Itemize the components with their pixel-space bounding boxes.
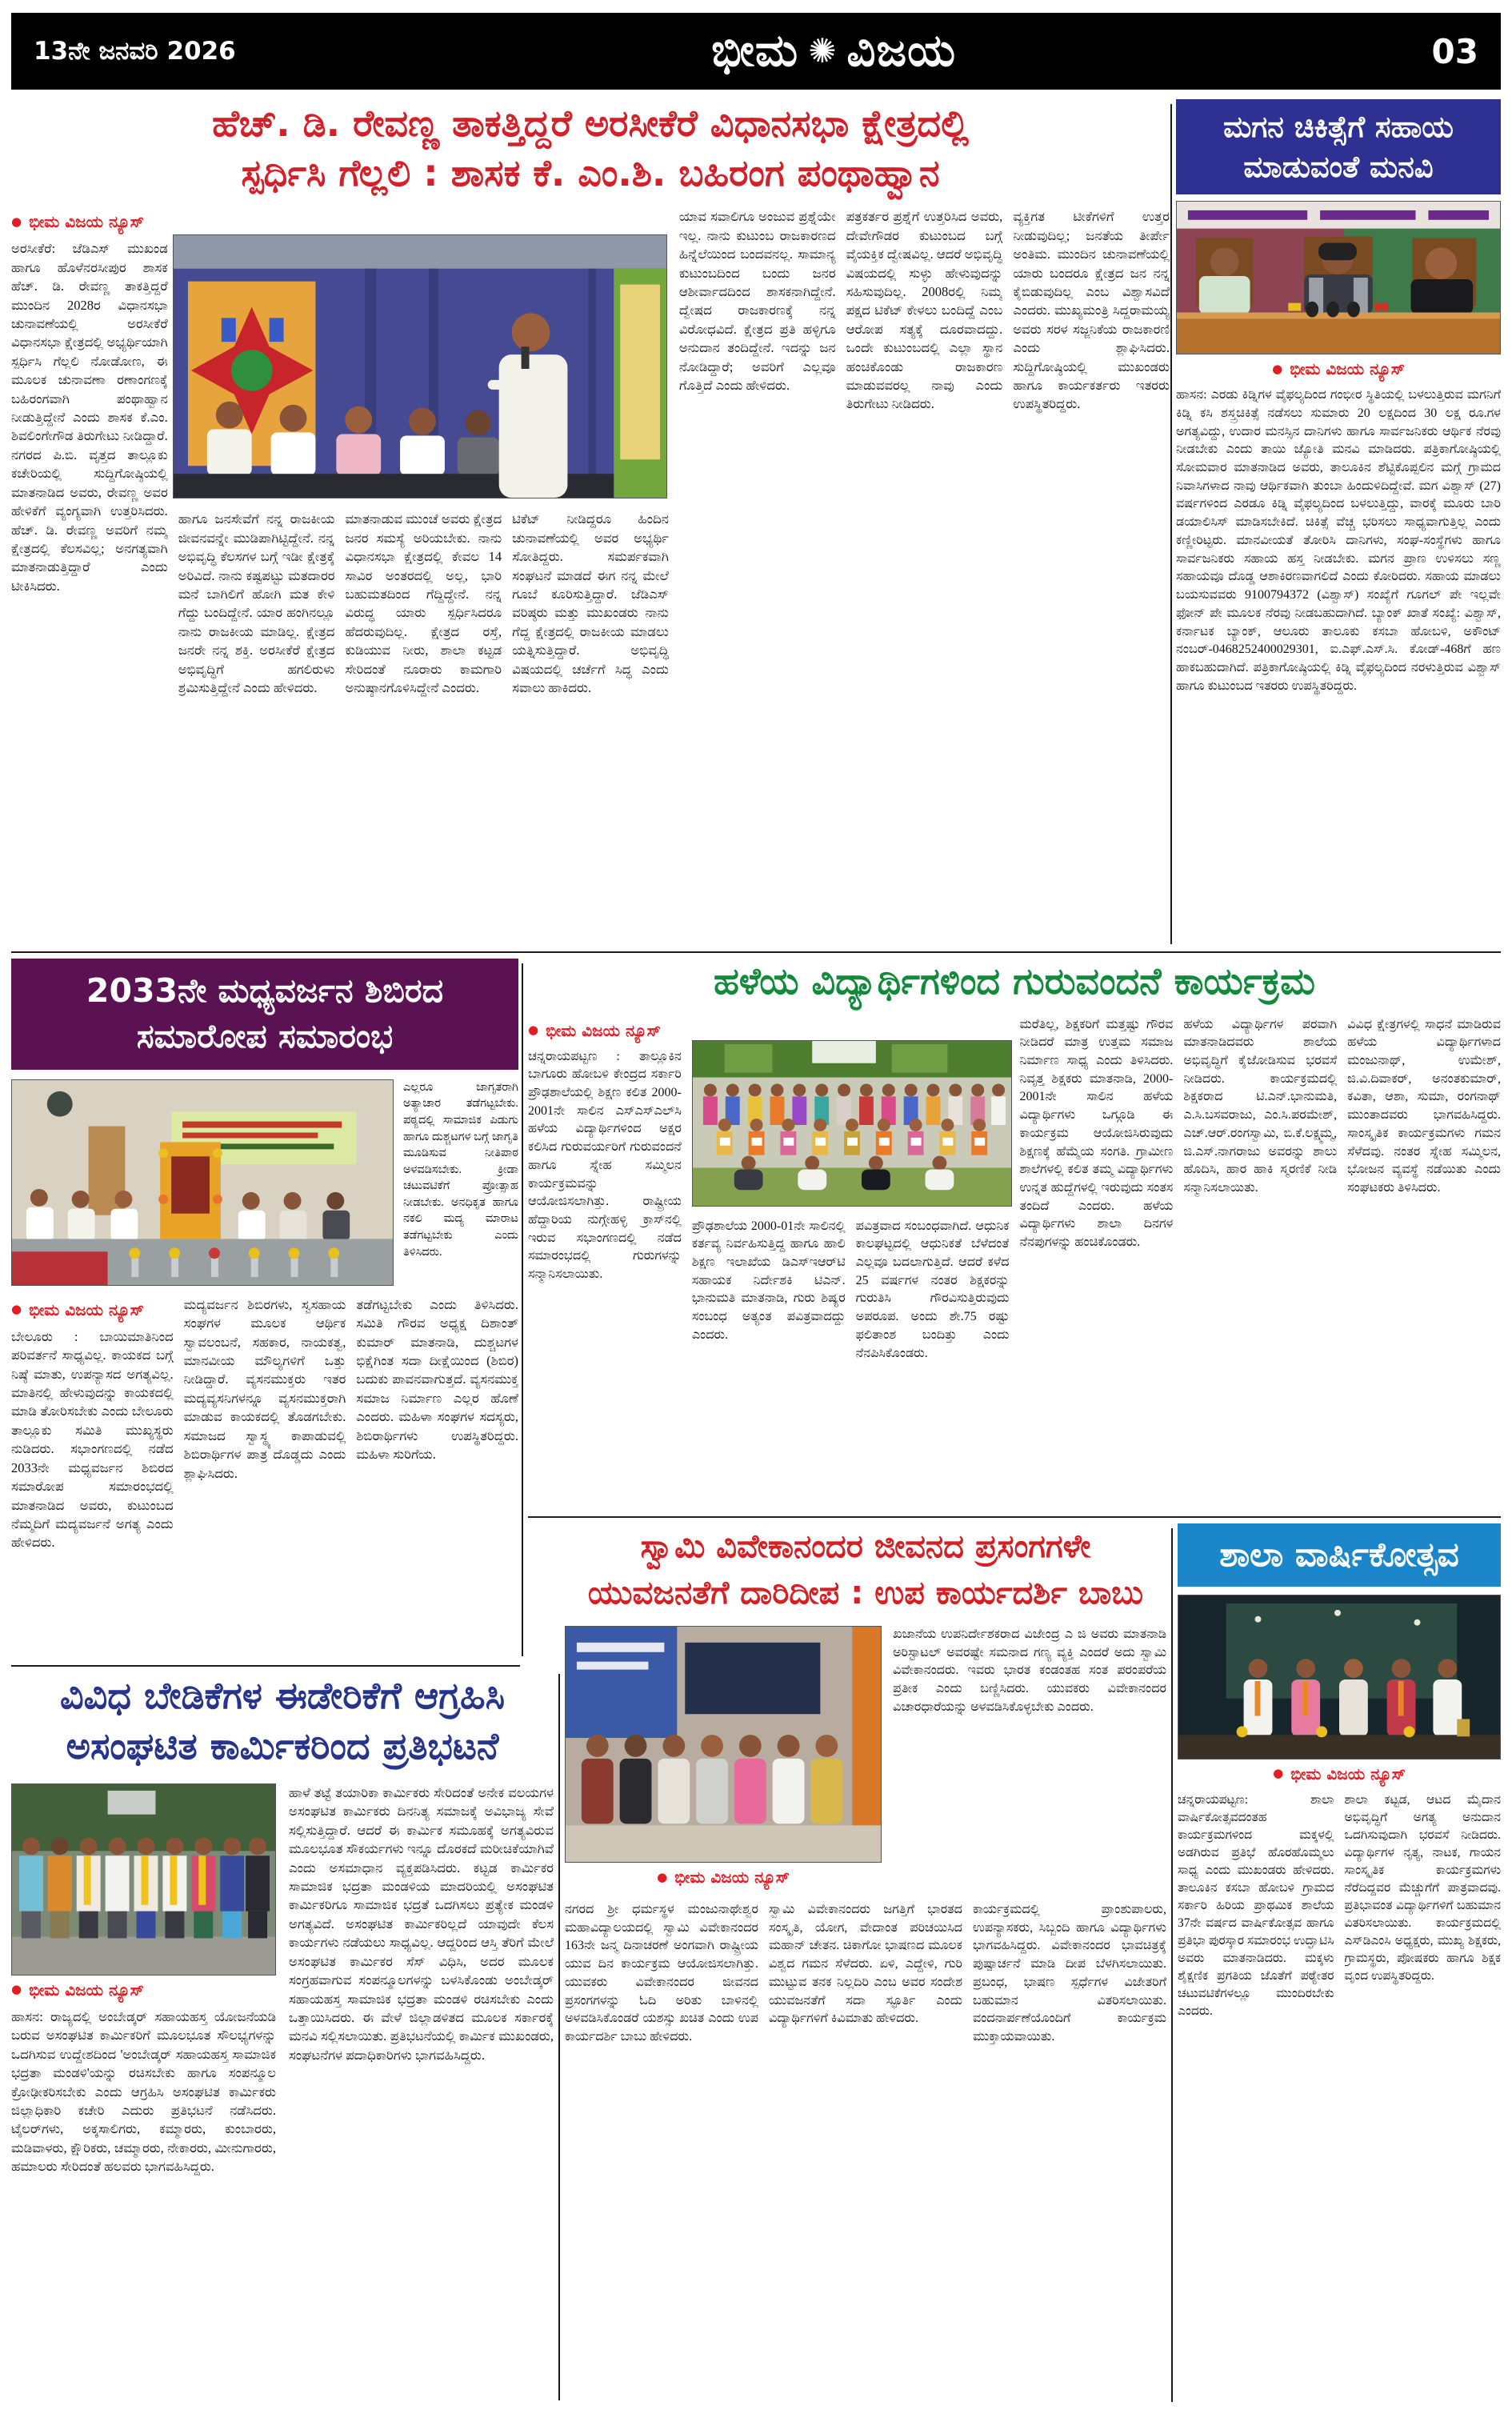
body-text: ಮದ್ಯವರ್ಜನ ಶಿಬಿರಗಳು, ಸ್ವಸಹಾಯ ಸಂಘಗಳ ಮೂಲಕ ಆರ್ಥಿಕ ಸ್ವಾವಲಂಬನೆ, ಸಹಕಾರ, ನಾಯಕತ್ವ, ಮಾನವೀಯ ಮೌಲ್ಯಗಳಿಗೆ ಒತ್ತು ನೀಡಿದ್ದಾರೆ. ವ್ಯಸನಮುಕ್ತರು ಇತರ ಮದ್ಯವ್ಯಸನಿಗಳನ್ನೂ ವ್ಯಸನಮುಕ್ತರಾಗಿ ಮಾಡುವ ಕಾಯಕದಲ್ಲಿ ತೊಡಗಬೇಕು. ಸಮಾಜದ ಸ್ವಾಸ್ಥ್ಯ ಕಾಪಾಡುವಲ್ಲಿ ಶಿಬಿರಾರ್ಥಿಗಳ ಪಾತ್ರ ದೊಡ್ಡದು ಎಂದು ಶ್ಲಾಘಿಸಿದರು.	[183, 1296, 346, 1481]
masthead	[711, 25, 956, 78]
body-column	[1178, 1791, 1334, 2384]
bullet-icon: ●	[11, 1982, 22, 1997]
masthead-word-left: ಭೀಮ	[711, 25, 799, 77]
headline-line: ಸ್ಪರ್ಧಿಸಿ ಗೆಲ್ಲಲಿ : ಶಾಸಕ ಕೆ. ಎಂ.ಶಿ. ಬಹಿರಂಗ ಪಂಥಾಹ್ವಾನ	[241, 150, 940, 194]
body-column	[846, 207, 1003, 911]
body-text: ಯಾವ ಸವಾಲಿಗೂ ಅಂಜುವ ಪ್ರಶ್ನೆಯೇ ಇಲ್ಲ. ನಾನು ಕುಟುಂಬ ರಾಜಕಾರಣದ ಹಿನ್ನೆಲೆಯಿಂದ ಬಂದವನಲ್ಲ. ಸಾಮಾನ್ಯ ಕುಟುಂಬದಿಂದ ಬಂದು ಜನರ ಆಶೀರ್ವಾದದಿಂದ ಶಾಸಕನಾಗಿದ್ದೇನೆ. ದ್ವೇಷದ ರಾಜಕಾರಣಕ್ಕೆ ನನ್ನ ವಿರೋಧವಿದೆ. ಕ್ಷೇತ್ರದ ಪ್ರತಿ ಹಳ್ಳಿಗೂ ಅನುದಾನ ತಂದಿದ್ದೇನೆ. ಇದನ್ನು ಜನ ನೋಡಿದ್ದಾರೆ; ಅವರಿಗೆ ಎಲ್ಲವೂ ಗೊತ್ತಿದೆ ಎಂದು ಹೇಳಿದರು.	[678, 209, 836, 394]
body-text: ಚನ್ನರಾಯಪಟ್ಟಣ: ಶಾಲಾ ವಾರ್ಷಿಕೋತ್ಸವದಂತಹ ಕಾರ್ಯಕ್ರಮಗಳಿಂದ ಮಕ್ಕಳಲ್ಲಿ ಅಡಗಿರುವ ಪ್ರತಿಭೆ ಹೊರಹೊಮ್ಮಲು ಸಾಧ್ಯ ಎಂದು ಮುಖಂಡರು ಹೇಳಿದರು. ತಾಲೂಕಿನ ಕಸಬಾ ಹೋಬಳಿ ಗ್ರಾಮದ ಸರ್ಕಾರಿ ಹಿರಿಯ ಪ್ರಾಥಮಿಕ ಶಾಲೆಯ 37ನೇ ವರ್ಷದ ವಾರ್ಷಿಕೋತ್ಸವ ಹಾಗೂ ಪ್ರತಿಭಾ ಪುರಸ್ಕಾರ ಸಮಾರಂಭ ಉದ್ಘಾಟಿಸಿ ಅವರು ಮಾತನಾಡಿದರು. ಮಕ್ಕಳು ಶೈಕ್ಷಣಿಕ ಪ್ರಗತಿಯ ಜೊತೆಗೆ ಪಠ್ಯೇತರ ಚಟುವಟಿಕೆಗಳಲ್ಲೂ ಮುಂದಿರಬೇಕು ಎಂದರು.	[1178, 1792, 1334, 2018]
photo-row	[11, 1079, 518, 1286]
byline-text: ಭೀಮ ವಿಜಯ ನ್ಯೂಸ್	[674, 1868, 790, 1887]
body-text: ಬೇಲೂರು : ಬಾಯಿಮಾತಿನಿಂದ ಪರಿವರ್ತನೆ ಸಾಧ್ಯವಿಲ್ಲ. ಕಾಯಕದ ಬಗ್ಗೆ ನಿಷ್ಠೆ ಮಾತು, ಉಪನ್ಯಾಸದ ಅಗತ್ಯವಿಲ್ಲ. ಮಾತಿನಲ್ಲಿ ಹೇಳುವುದನ್ನು ಕಾಯಕದಲ್ಲಿ ಮಾಡಿ ತೋರಿಸಬೇಕು ಎಂದು ಬೇಲೂರು ತಾಲ್ಲೂಕು ಸಮಿತಿ ಮುಖ್ಯಸ್ಥರು ನುಡಿದರು. ಸಭಾಂಗಣದಲ್ಲಿ ನಡೆದ 2033ನೇ ಮಧ್ಯವರ್ಜನ ಶಿಬಿರದ ಸಮಾರೋಪ ಸಮಾರಂಭದಲ್ಲಿ ಮಾತನಾಡಿದ ಅವರು, ಕುಟುಂಬದ ನೆಮ್ಮದಿಗೆ ಮದ್ಯವರ್ಜನೆ ಅಗತ್ಯ ಎಂದು ಹೇಳಿದರು.	[11, 1328, 174, 1551]
headline-line: ವಿವಿಧ ಬೇಡಿಕೆಗಳ ಈಡೇರಿಕೆಗೆ ಆಗ್ರಹಿಸಿ	[59, 1674, 506, 1717]
byline	[11, 1980, 276, 2000]
body-column	[893, 1626, 1166, 1895]
photo-column	[565, 1626, 882, 1895]
press-conference-photo	[1176, 201, 1501, 354]
body-column	[184, 1295, 346, 1631]
article-guru-vandana	[528, 959, 1501, 1511]
section-rule	[11, 1665, 520, 1667]
bullet-icon: ●	[11, 214, 22, 229]
bullet-icon: ●	[11, 1302, 22, 1317]
camp-hall-photo	[11, 1079, 394, 1286]
masthead-emblem-icon: ✺	[808, 31, 838, 70]
body-text: ವ್ಯಕ್ತಿಗತ ಟೀಕೆಗಳಿಗೆ ಉತ್ತರ ನೀಡುವುದಿಲ್ಲ; ಜನತೆಯ ತೀರ್ಪೇ ಅಂತಿಮ. ಮುಂದಿನ ಚುನಾವಣೆಯಲ್ಲಿ ಯಾರು ಬಂದರೂ ಕ್ಷೇತ್ರದ ಜನ ನನ್ನ ಕೈಬಿಡುವುದಿಲ್ಲ ಎಂಬ ವಿಶ್ವಾಸವಿದೆ ಎಂದರು. ಮುಖ್ಯಮಂತ್ರಿ ಸಿದ್ದರಾಮಯ್ಯ ಅವರು ಸರಳ ಸಜ್ಜನಿಕೆಯ ರಾಜಕಾರಣಿ ಎಂದು ಶ್ಲಾಘಿಸಿದರು. ಸುದ್ದಿಗೋಷ್ಠಿಯಲ್ಲಿ ಮುಖಂಡರು ಹಾಗೂ ಕಾರ್ಯಕರ್ತರು ಇತರರು ಉಪಸ್ಥಿತರಿದ್ದರು.	[1013, 209, 1170, 412]
body-column	[403, 1079, 518, 1286]
masthead-bar	[11, 13, 1501, 90]
byline	[11, 212, 168, 231]
article-revanna-challenge	[11, 99, 1170, 947]
body-text: ಸ್ವಾಮಿ ವಿವೇಕಾನಂದರು ಜಗತ್ತಿಗೆ ಭಾರತದ ಸಂಸ್ಕೃತಿ, ಯೋಗ, ವೇದಾಂತ ಪರಿಚಯಿಸಿದ ಮಹಾನ್ ಚೇತನ. ಚಿಕಾಗೋ ಭಾಷಣದ ಮೂಲಕ ವಿಶ್ವದ ಗಮನ ಸೆಳೆದರು. ಏಳಿ, ಎದ್ದೇಳಿ, ಗುರಿ ಮುಟ್ಟುವ ತನಕ ನಿಲ್ಲದಿರಿ ಎಂಬ ಅವರ ಸಂದೇಶ ಯುವಜನತೆಗೆ ಸದಾ ಸ್ಫೂರ್ತಿ ಎಂದು ವಿದ್ಯಾರ್ಥಿಗಳಿಗೆ ಕಿವಿಮಾತು ಹೇಳಿದರು.	[769, 1903, 962, 2026]
byline-text: ಭೀಮ ವಿಜಯ ನ್ಯೂಸ್	[29, 1980, 144, 2000]
article-body	[11, 1295, 518, 1631]
speech-event-photo	[173, 234, 667, 498]
body-text: ನಗರದ ಶ್ರೀ ಧರ್ಮಸ್ಥಳ ಮಂಜುನಾಥೇಶ್ವರ ಮಹಾವಿದ್ಯಾಲಯದಲ್ಲಿ ಸ್ವಾಮಿ ವಿವೇಕಾನಂದರ 163ನೇ ಜನ್ಮ ದಿನಾಚರಣೆ ಅಂಗವಾಗಿ ರಾಷ್ಟ್ರೀಯ ಯುವ ದಿನ ಕಾರ್ಯಕ್ರಮ ಆಯೋಜಿಸಲಾಗಿತ್ತು. ಯುವಕರು ವಿವೇಕಾನಂದರ ಜೀವನದ ಪ್ರಸಂಗಗಳನ್ನು ಓದಿ ಅರಿತು ಬಾಳಿನಲ್ಲಿ ಅಳವಡಿಸಿಕೊಂಡರೆ ಯಶಸ್ಸು ಖಚಿತ ಎಂದು ಉಪ ಕಾರ್ಯದರ್ಶಿ ಬಾಬು ಹೇಳಿದರು.	[565, 1903, 758, 2044]
byline-text: ಭೀಮ ವಿಜಯ ನ್ಯೂಸ್	[29, 212, 144, 232]
headline	[11, 1671, 554, 1772]
headline-line: ಮಗನ ಚಿಕಿತ್ಸೆಗೆ ಸಹಾಯ	[1223, 110, 1454, 144]
photo-row	[565, 1626, 1166, 1895]
body-column	[565, 1901, 758, 2349]
article-body	[528, 1016, 1501, 1496]
bullet-icon: ●	[1273, 1766, 1284, 1781]
body-text: ಪವಿತ್ರವಾದ ಸಂಬಂಧವಾಗಿದೆ. ಆಧುನಿಕ ಕಾಲಘಟ್ಟದಲ್ಲಿ ಆಧುನಿಕತೆ ಬೆಳೆದಂತೆ ಎಲ್ಲವೂ ಬದಲಾಗುತ್ತಿದೆ. ಆದರೆ ಕಳೆದ 25 ವರ್ಷಗಳ ನಂತರ ಶಿಕ್ಷಕರನ್ನು ಗುರುತಿಸಿ ಗೌರವಿಸುತ್ತಿರುವುದು ಅಪರೂಪ. ಅಂದು ಶೇ.75 ರಷ್ಟು ಫಲಿತಾಂಶ ಬಂದಿತ್ತು ಎಂದು ನೆನಪಿಸಿಕೊಂಡರು.	[855, 1219, 1010, 1360]
page-number: 03	[1431, 31, 1478, 71]
byline-text: ಭೀಮ ವಿಜಯ ನ್ಯೂಸ್	[1290, 1763, 1406, 1783]
headline: ಶಾಲಾ ವಾರ್ಷಿಕೋತ್ಸವ	[1178, 1523, 1501, 1587]
column-rule	[522, 963, 523, 1656]
headline: ಹಳೆಯ ವಿದ್ಯಾರ್ಥಿಗಳಿಂದ ಗುರುವಂದನೆ ಕಾರ್ಯಕ್ರಮ	[713, 959, 1316, 1003]
body-text: ಹಳೆಯ ವಿದ್ಯಾರ್ಥಿಗಳ ಪರವಾಗಿ ಮಾತನಾಡಿದವರು ಶಾಲೆಯ ಅಭಿವೃದ್ಧಿಗೆ ಕೈಜೋಡಿಸುವ ಭರವಸೆ ನೀಡಿದರು. ಕಾರ್ಯಕ್ರಮದಲ್ಲಿ ಶಿಕ್ಷಕರಾದ ಟಿ.ಎನ್.ಭಾನುಮತಿ, ಎ.ಸಿ.ಬಸವರಾಜು, ಎಂ.ಸಿ.ಪರಮೇಶ್, ಎಚ್.ಆರ್.ರಂಗಸ್ವಾಮಿ, ಬಿ.ಕೆ.ಲಕ್ಷ್ಮಮ್ಮ, ಜಿ.ಎಸ್.ನಾಗರಾಜು ಅವರನ್ನು ಶಾಲು ಹೊದಿಸಿ, ಹಾರ ಹಾಕಿ ಸ್ಮರಣಿಕೆ ನೀಡಿ ಸನ್ಮಾನಿಸಲಾಯಿತು.	[1183, 1017, 1338, 1195]
body-text: ಮರೆತಿಲ್ಲ, ಶಿಕ್ಷಕರಿಗೆ ಮತ್ತಷ್ಟು ಗೌರವ ನೀಡಿದರೆ ಮಾತ್ರ ಉತ್ತಮ ಸಮಾಜ ನಿರ್ಮಾಣ ಸಾಧ್ಯ ಎಂದು ತಿಳಿಸಿದರು. ನಿವೃತ್ತ ಶಿಕ್ಷಕರು ಮಾತನಾಡಿ, 2000-2001ನೇ ಸಾಲಿನ ಹಳೆಯ ವಿದ್ಯಾರ್ಥಿಗಳು ಒಗ್ಗೂಡಿ ಈ ಕಾರ್ಯಕ್ರಮ ಆಯೋಜಿಸಿರುವುದು ಶಿಕ್ಷಣಕ್ಕೆ ಹೆಮ್ಮೆಯ ಸಂಗತಿ. ಗ್ರಾಮೀಣ ಶಾಲೆಗಳಲ್ಲಿ ಕಲಿತ ತಮ್ಮ ವಿದ್ಯಾರ್ಥಿಗಳು ಉನ್ನತ ಹುದ್ದೆಗಳಲ್ಲಿ ಇರುವುದು ಸಂತಸ ತಂದಿದೆ ಎಂದರು. ಹಳೆಯ ವಿದ್ಯಾರ್ಥಿಗಳು ಶಾಲಾ ದಿನಗಳ ನೆನಪುಗಳನ್ನು ಹಂಚಿಕೊಂಡರು.	[1019, 1017, 1174, 1250]
body-column	[1347, 1016, 1501, 1496]
body-text: ಹಾಸನ: ಎರಡು ಕಿಡ್ನಿಗಳ ವೈಫಲ್ಯದಿಂದ ಗಂಭೀರ ಸ್ಥಿತಿಯಲ್ಲಿ ಬಳಲುತ್ತಿರುವ ಮಗನಿಗೆ ಕಿಡ್ನಿ ಕಸಿ ಶಸ್ತ್ರಚಿಕಿತ್ಸೆ ನಡೆಸಲು ಸುಮಾರು 20 ಲಕ್ಷದಿಂದ 30 ಲಕ್ಷ ರೂ.ಗಳ ಅಗತ್ಯವಿದ್ದು, ಉದಾರ ಮನಸ್ಸಿನ ದಾನಿಗಳು ಹಾಗೂ ಸಾರ್ವಜನಿಕರು ಆರ್ಥಿಕ ನೆರವು ನೀಡಬೇಕು ಎಂದು ತಾಯಿ ಜ್ಯೋತಿ ಮನವಿ ಮಾಡಿದರು. ಪತ್ರಿಕಾಗೋಷ್ಠಿಯಲ್ಲಿ ಸೋಮವಾರ ಮಾತನಾಡಿದ ಅವರು, ತಾಲೂಕಿನ ಶೆಟ್ಟಿಕೊಪ್ಪಲಿನ ಮಗ್ಗೆ ಗ್ರಾಮದ ನಿವಾಸಿಗಳಾದ ನಾವು ಆರ್ಥಿಕವಾಗಿ ತುಂಬಾ ಹಿಂದುಳಿದಿದ್ದೇವೆ. ಮಗ ವಿಶ್ವಾಸ್ (27) ವರ್ಷಗಳಿಂದ ಎರಡೂ ಕಿಡ್ನಿ ವೈಫಲ್ಯದಿಂದ ಬಳಲುತ್ತಿದ್ದು, ವಾರಕ್ಕೆ ಮೂರು ಬಾರಿ ಡಯಾಲಿಸಿಸ್ ಮಾಡಿಸಬೇಕಿದೆ. ಚಿಕಿತ್ಸೆ ವೆಚ್ಚ ಭರಿಸಲು ಸಾಧ್ಯವಾಗುತ್ತಿಲ್ಲ ಎಂದು ಕಣ್ಣೀರಿಟ್ಟರು. ಮಾನವೀಯತೆ ತೋರಿಸಿ ದಾನಿಗಳು, ಸಂಘ-ಸಂಸ್ಥೆಗಳು ಹಾಗೂ ಸಾರ್ವಜನಿಕರು ಸಹಾಯ ಹಸ್ತ ನೀಡಬೇಕು. ಮಗನ ಪ್ರಾಣ ಉಳಿಸಲು ಸಣ್ಣ ಸಹಾಯವೂ ದೊಡ್ಡ ಆಶಾಕಿರಣವಾಗಲಿದೆ ಎಂದು ಕೋರಿದರು. ಸಹಾಯ ಮಾಡಲು ಬಯಸುವವರು 9100794372 (ವಿಶ್ವಾಸ್) ಸಂಖ್ಯೆಗೆ ಗೂಗಲ್ ಪೇ ಇಲ್ಲವೇ ಫೋನ್ ಪೇ ಮೂಲಕ ನೆರವು ನೀಡಬಹುದಾಗಿದೆ. ಬ್ಯಾಂಕ್ ಖಾತೆ ಸಂಖ್ಯೆ: ವಿಶ್ವಾಸ್, ಕರ್ನಾಟಕ ಬ್ಯಾಂಕ್, ಆಲೂರು ತಾಲೂಕು ಕಸಬಾ ಹೋಬಳಿ, ಅಕೌಂಟ್ ನಂಬರ್-0468252400029301, ಐ.ಎಫ್.ಎಸ್.ಸಿ. ಕೋಡ್-468ಗೆ ಹಣ ಹಾಕಬಹುದಾಗಿದೆ. ಪತ್ರಿಕಾಗೋಷ್ಠಿಯಲ್ಲಿ ಕಿಡ್ನಿ ವೈಫಲ್ಯದಿಂದ ನರಳುತ್ತಿರುವ ವಿಶ್ವಾಸ್ ಹಾಗೂ ಕುಟುಂಬದ ಇತರರು ಉಪಸ್ಥಿತರಿದ್ದರು.	[1176, 388, 1501, 693]
section-rule	[11, 951, 1501, 953]
protest-group-photo	[11, 1783, 276, 1976]
bullet-icon: ●	[657, 1869, 668, 1884]
headline-line: ಯುವಜನತೆಗೆ ದಾರಿದೀಪ : ಉಪ ಕಾರ್ಯದರ್ಶಿ ಬಾಬು	[587, 1575, 1144, 1611]
body-text: ಪ್ರೌಢಶಾಲೆಯ 2000-01ನೇ ಸಾಲಿನಲ್ಲಿ ಕರ್ತವ್ಯ ನಿರ್ವಹಿಸುತ್ತಿದ್ದ ಹಾಗೂ ಹಾಲಿ ಶಿಕ್ಷಣ ಇಲಾಖೆಯ ಡಿಎಸ್‌ಇಆರ್‌ಟಿ ಸಹಾಯಕ ನಿರ್ದೇಶಕಿ ಟಿಎನ್. ಭಾನುಮತಿ ಮಾತನಾಡಿ, ಗುರು ಶಿಷ್ಯರ ಸಂಬಂಧ ಅತ್ಯಂತ ಪವಿತ್ರವಾದದ್ದು ಎಂದರು.	[691, 1219, 846, 1342]
byline	[1178, 1764, 1501, 1783]
byline	[565, 1868, 882, 1887]
body-column	[11, 207, 168, 911]
article-body	[11, 207, 1170, 911]
body-column	[769, 1901, 962, 2349]
section-rule	[528, 1516, 1501, 1518]
byline-text: ಭೀಮ ವಿಜಯ ನ್ಯೂಸ್	[546, 1020, 661, 1040]
body-text: ಹಾಗೂ ಜನಸೇವೆಗೆ ನನ್ನ ರಾಜಕೀಯ ಜೀವನವನ್ನೇ ಮುಡಿಪಾಗಿಟ್ಟಿದ್ದೇನೆ. ನನ್ನ ಅಭಿವೃದ್ಧಿ ಕೆಲಸಗಳ ಬಗ್ಗೆ ಇಡೀ ಕ್ಷೇತ್ರಕ್ಕೆ ಅರಿವಿದೆ. ನಾನು ಕಷ್ಟಪಟ್ಟು ಮತದಾರರ ಮನೆ ಬಾಗಿಲಿಗೆ ಹೋಗಿ ಮತ ಕೇಳಿ ಗೆದ್ದು ಬಂದಿದ್ದೇನೆ. ಯಾರ ಹಂಗಿನಲ್ಲೂ ನಾನು ರಾಜಕೀಯ ಮಾಡಿಲ್ಲ. ಕ್ಷೇತ್ರದ ಜನರೇ ನನ್ನ ಶಕ್ತಿ. ಅರಸೀಕೆರೆ ಕ್ಷೇತ್ರದ ಅಭಿವೃದ್ಧಿಗೆ ಹಗಲಿರುಳು ಶ್ರಮಿಸುತ್ತಿದ್ದೇನೆ ಎಂದು ಹೇಳಿದರು.	[178, 511, 335, 696]
body-text: ಖಜಾನೆಯ ಉಪನಿರ್ದೇಶಕರಾದ ವಿಜೇಂದ್ರ ಎ ಜಿ ಅವರು ಮಾತನಾಡಿ ಅರಿಸ್ಟಾಟಲ್ ಅವರಷ್ಟೇ ಸಮನಾದ ಗಣ್ಯ ವ್ಯಕ್ತಿ ಎಂದರೆ ಅದು ಸ್ವಾಮಿ ವಿವೇಕಾನಂದರು. ಇವರು ಭಾರತ ಕಂಡಂತಹ ಸಂತ ಪರಂಪರೆಯ ಪ್ರತೀಕ ಎಂದು ಬಣ್ಣಿಸಿದರು. ಯುವಕರು ವಿವೇಕಾನಂದರ ವಿಚಾರಧಾರೆಯನ್ನು ಅಳವಡಿಸಿಕೊಳ್ಳಬೇಕು ಎಂದರು.	[893, 1627, 1166, 1714]
body-text: ಮಾತನಾಡುವ ಮುಂಚೆ ಅವರು ಕ್ಷೇತ್ರದ ಜನರ ಸಮಸ್ಯೆ ಅರಿಯಬೇಕು. ನಾನು ವಿಧಾನಸಭಾ ಕ್ಷೇತ್ರದಲ್ಲಿ ಕೇವಲ 14 ಸಾವಿರ ಅಂತರದಲ್ಲಿ ಅಲ್ಲ, ಭಾರಿ ಬಹುಮತದಿಂದ ಗೆದ್ದಿದ್ದೇನೆ. ನನ್ನ ವಿರುದ್ಧ ಯಾರು ಸ್ಪರ್ಧಿಸಿದರೂ ಹೆದರುವುದಿಲ್ಲ. ಕ್ಷೇತ್ರದ ರಸ್ತೆ, ಕುಡಿಯುವ ನೀರು, ಶಾಲಾ ಕಟ್ಟಡ ಸೇರಿದಂತೆ ನೂರಾರು ಕಾಮಗಾರಿ ಅನುಷ್ಠಾನಗೊಳಿಸಿದ್ದೇನೆ ಎಂದರು.	[345, 511, 502, 696]
body-text: ಹಾಳೆ ತಟ್ಟೆ ತಯಾರಿಕಾ ಕಾರ್ಮಿಕರು ಸೇರಿದಂತೆ ಅನೇಕ ವಲಯಗಳ ಅಸಂಘಟಿತ ಕಾರ್ಮಿಕರು ದಿನನಿತ್ಯ ಸಮಾಜಕ್ಕೆ ಅವಿಭಾಜ್ಯ ಸೇವೆ ಸಲ್ಲಿಸುತ್ತಿದ್ದಾರೆ. ಆದರೆ ಈ ಕಾರ್ಮಿಕ ಸಮೂಹಕ್ಕೆ ಅಗತ್ಯವಿರುವ ಮೂಲಭೂತ ಸೌಕರ್ಯಗಳು ಇನ್ನೂ ದೊರಕದೆ ಮರೀಚಿಕೆಯಾಗಿವೆ ಎಂದು ಅಸಮಾಧಾನ ವ್ಯಕ್ತಪಡಿಸಿದರು. ಕಟ್ಟಡ ಕಾರ್ಮಿಕರ ಸಾಮಾಜಿಕ ಭದ್ರತಾ ಮಂಡಳಿಯ ಮಾದರಿಯಲ್ಲಿ ಅಸಂಘಟಿತ ಕಾರ್ಮಿಕರಿಗೂ ಸಾಮಾಜಿಕ ಭದ್ರತೆ ಒದಗಿಸಲು ಪ್ರತ್ಯೇಕ ಮಂಡಳಿ ಅಗತ್ಯವಿದೆ. ಅಸಂಘಟಿತ ಕಾರ್ಮಿಕರಿಲ್ಲದೆ ಯಾವುದೇ ಕೆಲಸ ಕಾರ್ಯಗಳು ನಡೆಯಲು ಸಾಧ್ಯವಿಲ್ಲ. ಆದ್ದರಿಂದ ಆಸ್ತಿ ತೆರಿಗೆ ಮೇಲೆ ಅಸಂಘಟಿತ ಕಾರ್ಮಿಕರ ಸೆಸ್ ವಿಧಿಸಿ, ಅದರ ಮೂಲಕ ಸಂಗ್ರಹವಾಗುವ ಸಂಪನ್ಮೂಲಗಳನ್ನು ಬಳಸಿಕೊಂಡು ಅಂಬೇಡ್ಕರ್ ಸಹಾಯಹಸ್ತ ಸಾಮಾಜಿಕ ಭದ್ರತಾ ಮಂಡಳಿ ರಚಿಸಬೇಕು ಎಂದು ಒತ್ತಾಯಿಸಿದರು. ಈ ವೇಳೆ ಜಿಲ್ಲಾಡಳಿತದ ಮೂಲಕ ಸರ್ಕಾರಕ್ಕೆ ಮನವಿ ಸಲ್ಲಿಸಲಾಯಿತು. ಪ್ರತಿಭಟನೆಯಲ್ಲಿ ಕಾರ್ಮಿಕ ಮುಖಂಡರು, ಸಂಘಟನೆಗಳ ಪದಾಧಿಕಾರಿಗಳು ಭಾಗವಹಿಸಿದ್ದರು.	[289, 1784, 554, 2063]
byline	[1176, 359, 1501, 378]
body-column	[692, 1218, 846, 1496]
body-text: ವಿವಿಧ ಕ್ಷೇತ್ರಗಳಲ್ಲಿ ಸಾಧನೆ ಮಾಡಿರುವ ಹಳೆಯ ವಿದ್ಯಾರ್ಥಿಗಳಾದ ಮಂಜುನಾಥ್, ಉಮೇಶ್, ಜಿ.ವಿ.ದಿವಾಕರ್, ಅನಂತಕುಮಾರ್, ಕವಿತಾ, ಆಶಾ, ಸುಮಾ, ರಂಗನಾಥ್ ಮುಂತಾದವರು ಭಾಗವಹಿಸಿದ್ದರು. ಸಾಂಸ್ಕೃತಿಕ ಕಾರ್ಯಕ್ರಮಗಳು ಗಮನ ಸೆಳೆದವು. ನಂತರ ಸ್ನೇಹ ಸಮ್ಮಿಲನ, ಭೋಜನ ವ್ಯವಸ್ಥೆ ನಡೆಯಿತು ಎಂದು ಸಂಘಟಕರು ತಿಳಿಸಿದರು.	[1347, 1017, 1501, 1195]
headline-line: ಅಸಂಘಟಿತ ಕಾರ್ಮಿಕರಿಂದ ಪ್ರತಿಭಟನೆ	[66, 1724, 499, 1768]
body-column	[1183, 1016, 1337, 1496]
column-rule	[558, 1674, 560, 2400]
headline	[1176, 99, 1501, 194]
article-kidney-appeal	[1176, 99, 1501, 947]
bullet-icon: ●	[528, 1023, 539, 1037]
article-school-annual-day	[1178, 1523, 1501, 2404]
alumni-group-photo	[692, 1040, 1012, 1207]
body-text: ಅರಸೀಕೆರೆ: ಜೆಡಿಎಸ್ ಮುಖಂಡ ಹಾಗೂ ಹೊಳೆನರಸೀಪುರ ಶಾಸಕ ಹೆಚ್. ಡಿ. ರೇವಣ್ಣ ತಾಕತ್ತಿದ್ದರೆ ಮುಂದಿನ 2028ರ ವಿಧಾನಸಭಾ ಚುನಾವಣೆಯಲ್ಲಿ ಅರಸೀಕೆರೆ ವಿಧಾನಸಭಾ ಕ್ಷೇತ್ರದಲ್ಲಿ ಅಭ್ಯರ್ಥಿಯಾಗಿ ಸ್ಪರ್ಧಿಸಿ ಗೆಲ್ಲಲಿ ನೋಡೋಣ, ಈ ಮೂಲಕ ಚುನಾವಣಾ ರಣಾಂಗಣಕ್ಕೆ ಬಹಿರಂಗವಾಗಿ ಪಂಥಾಹ್ವಾನ ನೀಡುತ್ತಿದ್ದೇನೆ ಎಂದು ಶಾಸಕ ಕೆ.ಎಂ. ಶಿವಲಿಂಗೇಗೌಡ ತಿರುಗೇಟು ನೀಡಿದ್ದಾರೆ. ನಗರದ ಪಿ.ಬಿ. ವೃತ್ತದ ತಾಲ್ಲೂಕು ಕಚೇರಿಯಲ್ಲಿ ಸುದ್ದಿಗೋಷ್ಠಿಯಲ್ಲಿ ಮಾತನಾಡಿದ ಅವರು, ರೇವಣ್ಣ ಅವರ ಹೇಳಿಕೆಗೆ ವ್ಯಂಗ್ಯವಾಗಿ ಉತ್ತರಿಸಿದರು. ಹೆಚ್. ಡಿ. ರೇವಣ್ಣ ಅವರಿಗೆ ನಮ್ಮ ಕ್ಷೇತ್ರದಲ್ಲಿ ಕೆಲಸವಿಲ್ಲ; ಅನಗತ್ಯವಾಗಿ ಮಾತನಾಡುತ್ತಿದ್ದಾರೆ ಎಂದು ಟೀಕಿಸಿದರು.	[11, 241, 168, 594]
headline-line: 2033ನೇ ಮಧ್ಯವರ್ಜನ ಶಿಬಿರದ	[86, 971, 444, 1010]
body-text: ತಡೆಗಟ್ಟಬೇಕು ಎಂದು ತಿಳಿಸಿದರು. ಸಮಿತಿ ಗೌರವ ಅಧ್ಯಕ್ಷ ದಿಶಾಂತ್ ಕುಮಾರ್ ಮಾತನಾಡಿ, ದುಶ್ಚಟಗಳ ಭಿಕ್ಷೆಗಿಂತ ಸದಾ ದೀಕ್ಷೆಯಿಂದ (ಶಿಬಿರ) ಬದುಕು ಪಾವನವಾಗುತ್ತದೆ. ವ್ಯಸನಮುಕ್ತ ಸಮಾಜ ನಿರ್ಮಾಣ ಎಲ್ಲರ ಹೊಣೆ ಎಂದರು. ಮಹಿಳಾ ಸಂಘಗಳ ಸದಸ್ಯರು, ಶಿಬಿರಾರ್ಥಿಗಳು ಉಪಸ್ಥಿತರಿದ್ದರು. ಮಹಿಳಾ ಸುರಿಗೆಯ.	[356, 1296, 518, 1463]
body-column	[1013, 207, 1170, 911]
body-text: ಶಾಲಾ ಕಟ್ಟಡ, ಆಟದ ಮೈದಾನ ಅಭಿವೃದ್ಧಿಗೆ ಅಗತ್ಯ ಅನುದಾನ ಒದಗಿಸುವುದಾಗಿ ಭರವಸೆ ನೀಡಿದರು. ವಿದ್ಯಾರ್ಥಿಗಳ ನೃತ್ಯ, ನಾಟಕ, ಗಾಯನ ಸಾಂಸ್ಕೃತಿಕ ಕಾರ್ಯಕ್ರಮಗಳು ನೆರೆದಿದ್ದವರ ಮೆಚ್ಚುಗೆಗೆ ಪಾತ್ರವಾದವು. ಪ್ರತಿಭಾವಂತ ವಿದ್ಯಾರ್ಥಿಗಳಿಗೆ ಬಹುಮಾನ ವಿತರಿಸಲಾಯಿತು. ಕಾರ್ಯಕ್ರಮದಲ್ಲಿ ಎಸ್‌ಡಿಎಂಸಿ ಅಧ್ಯಕ್ಷರು, ಮುಖ್ಯ ಶಿಕ್ಷಕರು, ಗ್ರಾಮಸ್ಥರು, ಪೋಷಕರು ಹಾಗೂ ಶಿಕ್ಷಕ ವೃಂದ ಉಪಸ್ಥಿತರಿದ್ದರು.	[1344, 1792, 1501, 1983]
headline	[565, 1523, 1166, 1616]
headline-line: ಸ್ವಾಮಿ ವಿವೇಕಾನಂದರ ಜೀವನದ ಪ್ರಸಂಗಗಳೇ	[640, 1528, 1091, 1565]
body-column	[679, 207, 836, 911]
annual-day-stage-photo	[1178, 1595, 1501, 1759]
body-column	[11, 1295, 174, 1631]
article-body	[565, 1901, 1166, 2349]
headline	[11, 959, 518, 1070]
article-vivekananda-youth-day	[565, 1523, 1166, 2404]
body-column	[178, 510, 335, 911]
body-text: ಚನ್ನರಾಯಪಟ್ಟಣ : ತಾಲ್ಲೂಕಿನ ಬಾಗೂರು ಹೋಬಳಿ ಕೇಂದ್ರದ ಸರ್ಕಾರಿ ಪ್ರೌಢಶಾಲೆಯಲ್ಲಿ ಶಿಕ್ಷಣ ಕಲಿತ 2000-2001ನೇ ಸಾಲಿನ ಎಸ್‌ಎಸ್‌ಎಲ್‌ಸಿ ಹಳೆಯ ವಿದ್ಯಾರ್ಥಿಗಳಿಂದ ಅಕ್ಷರ ಕಲಿಸಿದ ಗುರುವರ್ಯರಿಗೆ ಗುರುವಂದನೆ ಹಾಗೂ ಸ್ನೇಹ ಸಮ್ಮಿಲನ ಕಾರ್ಯಕ್ರಮವನ್ನು ಆಯೋಜಿಸಲಾಗಿತ್ತು. ರಾಷ್ಟ್ರೀಯ ಹೆದ್ದಾರಿಯ ನುಗ್ಗೇಹಳ್ಳಿ ಕ್ರಾಸ್‌ನಲ್ಲಿ ಇರುವ ಸಭಾಂಗಣದಲ್ಲಿ ನಡೆದ ಸಮಾರಂಭದಲ್ಲಿ ಗುರುಗಳನ್ನು ಸನ್ಮಾನಿಸಲಾಯಿತು.	[528, 1049, 682, 1282]
body-column	[11, 1783, 276, 2384]
byline	[11, 1300, 174, 1319]
article-camp-closing	[11, 959, 518, 1661]
byline-text: ಭೀಮ ವಿಜಯ ನ್ಯೂಸ್	[1290, 359, 1405, 379]
body-column	[289, 1783, 554, 2384]
body-column	[528, 1016, 682, 1496]
body-text: ಹಾಸನ: ರಾಜ್ಯದಲ್ಲಿ ಅಂಬೇಡ್ಕರ್ ಸಹಾಯಹಸ್ತ ಯೋಜನೆಯಡಿ ಬರುವ ಅಸಂಘಟಿತ ಕಾರ್ಮಿಕರಿಗೆ ಮೂಲಭೂತ ಸೌಲಭ್ಯಗಳನ್ನು ಒದಗಿಸುವ ಉದ್ದೇಶದಿಂದ 'ಅಂಬೇಡ್ಕರ್ ಸಹಾಯಹಸ್ತ ಸಾಮಾಜಿಕ ಭದ್ರತಾ ಮಂಡಳಿ'ಯನ್ನು ರಚಿಸಬೇಕು ಹಾಗೂ ಸಂಪನ್ಮೂಲ ಕ್ರೋಢೀಕರಿಸಬೇಕು ಎಂದು ಆಗ್ರಹಿಸಿ ಅಸಂಘಟಿತ ಕಾರ್ಮಿಕರು ಜಿಲ್ಲಾಧಿಕಾರಿ ಕಚೇರಿ ಎದುರು ಪ್ರತಿಭಟನೆ ನಡೆಸಿದರು. ಟೈಲರ್‌ಗಳು, ಅಕ್ಕಸಾಲಿಗರು, ಕಮ್ಮಾರರು, ಕುಂಬಾರರು, ಮಡಿವಾಳರು, ಕ್ಷೌರಿಕರು, ಚಮ್ಮಾರರು, ನೇಕಾರರು, ಮೀನುಗಾರರು, ಹಮಾಲರು ಸೇರಿದಂತೆ ಹಲವರು ಭಾಗವಹಿಸಿದ್ದರು.	[11, 2008, 276, 2175]
masthead-word-right: ವಿಜಯ	[846, 25, 957, 77]
article-workers-protest	[11, 1671, 554, 2404]
article-body	[1178, 1791, 1501, 2384]
column-rule	[1170, 104, 1172, 944]
column-rule	[1171, 1528, 1173, 2402]
headline-line: ಮಾಡುವಂತೆ ಮನವಿ	[1243, 149, 1434, 184]
body-text: ಟಿಕೆಟ್ ನೀಡಿದ್ದರೂ ಹಿಂದಿನ ಚುನಾವಣೆಯಲ್ಲಿ ಅವರ ಅಭ್ಯರ್ಥಿ ಸೋತಿದ್ದರು. ಸಮರ್ಪಕವಾಗಿ ಸಂಘಟನೆ ಮಾಡದೆ ಈಗ ನನ್ನ ಮೇಲೆ ಗೂಬೆ ಕೂರಿಸುತ್ತಿದ್ದಾರೆ. ಜೆಡಿಎಸ್ ವರಿಷ್ಠರು ಮತ್ತು ಮುಖಂಡರು ನಾನು ಗೆದ್ದ ಕ್ಷೇತ್ರದಲ್ಲಿ ರಾಜಕೀಯ ಮಾಡಲು ಯತ್ನಿಸುತ್ತಿದ್ದಾರೆ. ಅಭಿವೃದ್ಧಿ ವಿಷಯದಲ್ಲಿ ಚರ್ಚೆಗೆ ಸಿದ್ಧ ಎಂದು ಸವಾಲು ಹಾಕಿದರು.	[512, 511, 669, 696]
headline-line: ಸಮಾರೋಪ ಸಮಾರಂಭ	[136, 1017, 394, 1056]
edition-date: 13ನೇ ಜನವರಿ 2026	[34, 36, 236, 66]
body-column	[973, 1901, 1166, 2349]
youth-day-event-photo	[565, 1626, 882, 1863]
body-column	[512, 510, 669, 911]
article-body	[11, 1783, 554, 2384]
byline	[528, 1021, 682, 1040]
body-column	[345, 510, 502, 911]
byline-text: ಭೀಮ ವಿಜಯ ನ್ಯೂಸ್	[29, 1299, 144, 1319]
body-column	[1345, 1791, 1502, 2384]
body-column	[356, 1295, 518, 1631]
main-headline	[11, 99, 1170, 198]
body-column	[856, 1218, 1010, 1496]
body-column	[1019, 1016, 1173, 1496]
bullet-icon: ●	[1272, 361, 1283, 376]
body-text: ಎಲ್ಲರೂ ಜಾಗೃತರಾಗಿ ಅತ್ಯಾಚಾರ ತಡೆಗಟ್ಟಬೇಕು. ಪಠ್ಯದಲ್ಲಿ ಸಾಮಾಜಿಕ ಪಿಡುಗು ಹಾಗೂ ದುಶ್ಚಟಗಳ ಬಗ್ಗೆ ಜಾಗೃತಿ ಮೂಡಿಸುವ ನೀತಿಪಾಠ ಅಳವಡಿಸಬೇಕು. ಕ್ರೀಡಾ ಚಟುವಟಿಕೆಗೆ ಪ್ರೋತ್ಸಾಹ ನೀಡಬೇಕು. ಅನಧಿಕೃತ ಹಾಗೂ ನಕಲಿ ಮದ್ಯ ಮಾರಾಟ ತಡೆಗಟ್ಟಬೇಕು ಎಂದು ತಿಳಿಸಿದರು.	[403, 1080, 518, 1259]
body-text: ಕಾರ್ಯಕ್ರಮದಲ್ಲಿ ಪ್ರಾಂಶುಪಾಲರು, ಉಪನ್ಯಾಸಕರು, ಸಿಬ್ಬಂದಿ ಹಾಗೂ ವಿದ್ಯಾರ್ಥಿಗಳು ಭಾಗವಹಿಸಿದ್ದರು. ವಿವೇಕಾನಂದರ ಭಾವಚಿತ್ರಕ್ಕೆ ಪುಷ್ಪಾರ್ಚನೆ ಮಾಡಿ ದೀಪ ಬೆಳಗಿಸಲಾಯಿತು. ಪ್ರಬಂಧ, ಭಾಷಣ ಸ್ಪರ್ಧೆಗಳ ವಿಜೇತರಿಗೆ ಬಹುಮಾನ ವಿತರಿಸಲಾಯಿತು. ವಂದನಾರ್ಪಣೆಯೊಂದಿಗೆ ಕಾರ್ಯಕ್ರಮ ಮುಕ್ತಾಯವಾಯಿತು.	[973, 1903, 1166, 2044]
headline-line: ಹೆಚ್. ಡಿ. ರೇವಣ್ಣ ತಾಕತ್ತಿದ್ದರೆ ಅರಸೀಕೆರೆ ವಿಧಾನಸಭಾ ಕ್ಷೇತ್ರದಲ್ಲಿ	[212, 102, 969, 145]
body-text: ಪತ್ರಕರ್ತರ ಪ್ರಶ್ನೆಗೆ ಉತ್ತರಿಸಿದ ಅವರು, ದೇವೇಗೌಡರ ಕುಟುಂಬದ ಬಗ್ಗೆ ವೈಯಕ್ತಿಕ ದ್ವೇಷವಿಲ್ಲ. ಆದರೆ ಅಭಿವೃದ್ಧಿ ವಿಷಯದಲ್ಲಿ ಸುಳ್ಳು ಹೇಳುವುದನ್ನು ಸಹಿಸುವುದಿಲ್ಲ. 2008ರಲ್ಲಿ ನಿಮ್ಮ ಪಕ್ಷದ ಟಿಕೆಟ್ ಕೇಳಲು ಬಂದಿದ್ದೆ ಎಂಬ ಆರೋಪ ಸತ್ಯಕ್ಕೆ ದೂರವಾದದ್ದು. ಒಂದೇ ಕುಟುಂಬದಲ್ಲಿ ಎಲ್ಲಾ ಸ್ಥಾನ ಹಂಚಿಕೊಂಡು ರಾಜಕಾರಣ ಮಾಡುವವರಲ್ಲ ನಾವು ಎಂದು ತಿರುಗೇಟು ನೀಡಿದರು.	[846, 209, 1003, 412]
